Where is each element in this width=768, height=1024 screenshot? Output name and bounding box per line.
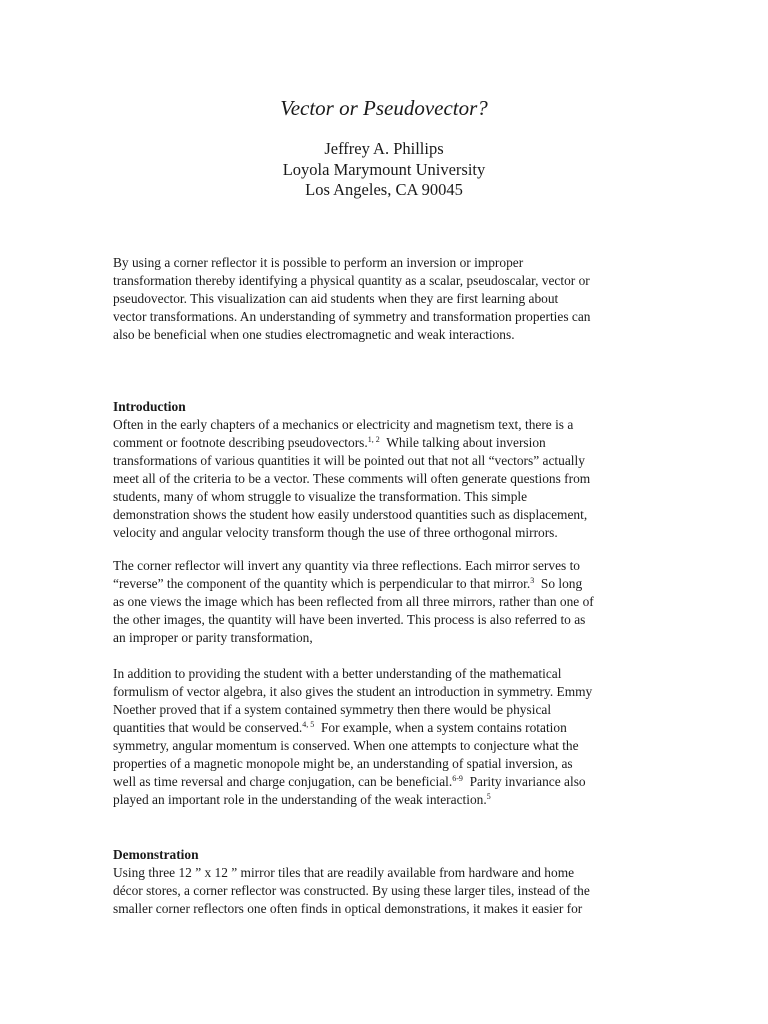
paragraph-line: The corner reflector will invert any quantity via three reflections. Each mirror serves to — [113, 558, 580, 573]
symmetry-paragraph — [113, 665, 658, 809]
paragraph-line: smaller corner reflectors one often finds in optical demonstrations, it makes it easier for — [113, 901, 583, 916]
author-location: Los Angeles, CA 90045 — [305, 180, 463, 199]
author-name: Jeffrey A. Phillips — [324, 139, 444, 158]
paragraph-line: décor stores, a corner reflector was constructed. By using these larger tiles, instead of the — [113, 883, 590, 898]
demonstration-section — [113, 846, 658, 918]
abstract-line: vector transformations. An understanding of symmetry and transformation properties can — [113, 309, 591, 324]
paragraph-line: Noether proved that if a system contained symmetry then there would be physical — [113, 702, 552, 717]
paragraph-line: In addition to providing the student with a better understanding of the mathematical — [113, 666, 562, 681]
paragraph-line: as one views the image which has been reflected from all three mirrors, rather than one of — [113, 594, 594, 609]
line-text: played an important role in the understanding of the weak interaction. — [113, 792, 487, 807]
line-text: comment or footnote describing pseudovectors. — [113, 435, 368, 450]
paragraph-line: formulism of vector algebra, it also gives the student an introduction in symmetry. Emmy — [113, 684, 593, 699]
paragraph-line: properties of a magnetic monopole might be, an understanding of spatial inversion, as — [113, 756, 573, 771]
paragraph-line — [113, 719, 658, 737]
paragraph-line: symmetry, angular momentum is conserved. When one attempts to conjecture what the — [113, 738, 579, 753]
paragraph-line — [113, 773, 658, 791]
paragraph-line: Often in the early chapters of a mechanics or electricity and magnetism text, there is a — [113, 417, 574, 432]
abstract-line: pseudovector. This visualization can aid students when they are first learning about — [113, 291, 559, 306]
paragraph-line — [113, 791, 658, 809]
paragraph-line: meet all of the criteria to be a vector. These comments will often generate questions from — [113, 471, 591, 486]
line-text: Parity invariance also — [462, 774, 586, 789]
paragraph-line — [113, 575, 658, 593]
abstract-line: By using a corner reflector it is possible to perform an inversion or improper — [113, 255, 524, 270]
citation-ref: 3 — [530, 576, 535, 585]
paragraph-line: velocity and angular velocity transform though the use of three orthogonal mirrors. — [113, 525, 558, 540]
paragraph-line: an improper or parity transformation, — [113, 630, 313, 645]
citation-ref: 6-9 — [452, 774, 463, 783]
demonstration-heading: Demonstration — [113, 847, 199, 862]
paragraph-line: Using three 12 ” x 12 ” mirror tiles that are readily available from hardware and home — [113, 865, 575, 880]
paragraph-line: transformations of various quantities it will be pointed out that not all “vectors” actually — [113, 453, 585, 468]
line-text: quantities that would be conserved. — [113, 720, 303, 735]
abstract-line: also be beneficial when one studies electromagnetic and weak interactions. — [113, 327, 515, 342]
line-text: For example, when a system contains rotation — [314, 720, 567, 735]
citation-ref: 1, 2 — [367, 435, 380, 444]
citation-ref: 5 — [486, 792, 491, 801]
line-text: well as time reversal and charge conjugation, can be beneficial. — [113, 774, 453, 789]
line-text: So long — [534, 576, 583, 591]
paper-title: Vector or Pseudovector? — [280, 96, 488, 120]
paragraph-line: the other images, the quantity will have been inverted. This process is also referred to as — [113, 612, 586, 627]
line-text: While talking about inversion — [379, 435, 546, 450]
corner-reflector-paragraph — [113, 557, 658, 647]
abstract — [113, 254, 658, 344]
paragraph-line — [113, 434, 658, 452]
introduction-heading: Introduction — [113, 399, 186, 414]
author-affiliation: Loyola Marymount University — [282, 159, 486, 179]
introduction-section — [113, 398, 658, 542]
abstract-line: transformation thereby identifying a physical quantity as a scalar, pseudoscalar, vector or — [113, 273, 590, 288]
line-text: “reverse” the component of the quantity which is perpendicular to that mirror. — [113, 576, 531, 591]
author-block — [0, 139, 768, 201]
paragraph-line: students, many of whom struggle to visualize the transformation. This simple — [113, 489, 528, 504]
citation-ref: 4, 5 — [302, 720, 315, 729]
paragraph-line: demonstration shows the student how easily understood quantities such as displacement, — [113, 507, 588, 522]
